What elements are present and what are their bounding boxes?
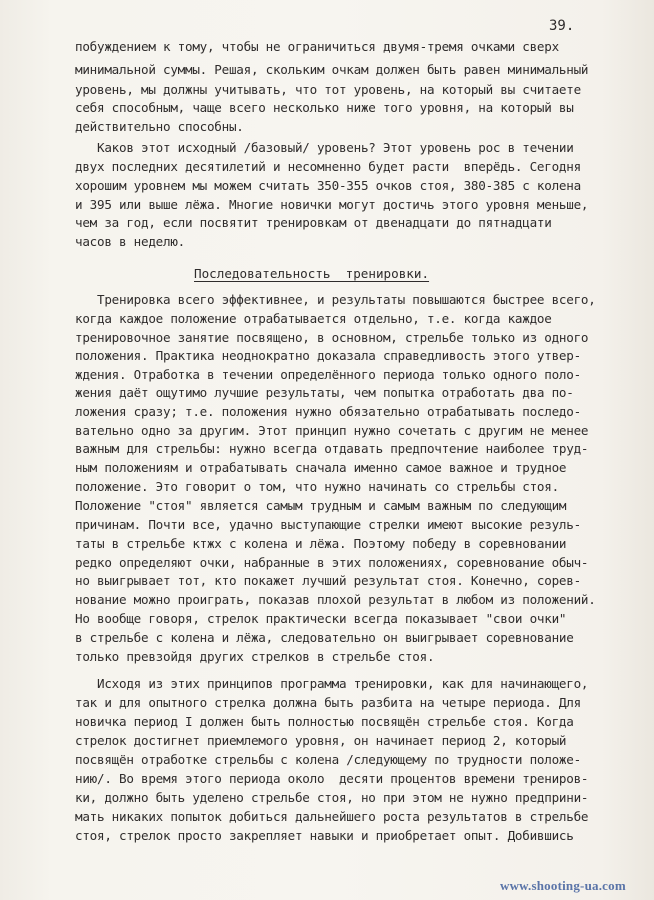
text-line: себя способным, чаще всего несколько ниже того уровня, на который вы <box>75 100 574 115</box>
site-watermark: www.shooting-ua.com <box>500 878 626 893</box>
text-line: новичка период I должен быть полностью посвящён стрельбе стоя. Когда <box>75 714 574 729</box>
text-line: и 395 или выше лёжа. Многие новички могут достичь этого уровня меньше, <box>75 197 589 212</box>
text-line: уровень, мы должны учитывать, что тот уровень, на который вы считаете <box>75 82 581 97</box>
text-line: таты в стрельбе ктжх с колена и лёжа. Поэтому победу в соревновании <box>75 536 567 551</box>
text-line: побуждением к тому, чтобы не ограничиться двумя-тремя очками сверх <box>75 39 559 54</box>
text-line: Положение "стоя" является самым трудным и самым важным по следующим <box>75 498 567 513</box>
text-line: посвящён отработке стрельбы с колена /следующему по трудности положе- <box>75 752 581 767</box>
text-line: жения даёт ощутимо лучшие результаты, чем попытка отработать два по- <box>75 385 574 400</box>
text-line: когда каждое положение отрабатывается отдельно, т.е. когда каждое <box>75 311 552 326</box>
text-line: так и для опытного стрелка должна быть разбита на четыре периода. Для <box>75 695 581 710</box>
text-line: ложения сразу; т.е. положения нужно обязательно отрабатывать последо- <box>75 404 581 419</box>
text-line: только превзойдя других стрелков в стрельбе стоя. <box>75 649 435 664</box>
text-line: чем за год, если посвятит тренировкам от двенадцати до пятнадцати <box>75 215 552 230</box>
text-line: Исходя из этих принципов программа тренировки, как для начинающего, <box>75 676 589 691</box>
text-line: часов в неделю. <box>75 234 185 249</box>
text-line: действительно способны. <box>75 119 244 134</box>
text-line: в стрельбе с колена и лёжа, следовательно он выигрывает соревнование <box>75 630 574 645</box>
text-line: редко определяют очки, набранные в этих положениях, соревнование обыч- <box>75 555 589 570</box>
text-line: Но вообще говоря, стрелок практически всегда показывает "свои очки" <box>75 611 567 626</box>
text-line: ным положениям и отрабатывать сначала именно самое важное и трудное <box>75 460 567 475</box>
text-line: причинам. Почти все, удачно выступающие стрелки имеют высокие резуль- <box>75 517 581 532</box>
section-heading: Последовательность тренировки. <box>194 266 430 281</box>
text-line: положение. Это говорит о том, что нужно начинать со стрельбы стоя. <box>75 479 559 494</box>
page-number: 39. <box>549 18 575 34</box>
text-line: нию/. Во время этого периода около десяти процентов времени трениров- <box>75 771 589 786</box>
text-line: важным для стрельбы: нужно всегда отдавать предпочтение наиболее труд- <box>75 441 589 456</box>
text-line: тренировочное занятие посвящено, в основном, стрельбе только из одного <box>75 330 589 345</box>
text-line: стрелок достигнет приемлемого уровня, он начинает период 2, который <box>75 733 567 748</box>
text-line: хорошим уровнем мы можем считать 350-355 очков стоя, 380-385 с колена <box>75 178 581 193</box>
text-line: стоя, стрелок просто закрепляет навыки и приобретает опыт. Добившись <box>75 828 574 843</box>
text-line: ждения. Отработка в течении определённого периода только одного поло- <box>75 367 581 382</box>
text-line: вательно одно за другим. Этот принцип нужно сочетать с другим не менее <box>75 423 589 438</box>
text-line: ки, должно быть уделено стрельбе стоя, но при этом не нужно предприни- <box>75 790 589 805</box>
text-line: Тренировка всего эффективнее, и результаты повышаются быстрее всего, <box>75 292 596 307</box>
text-line: нование можно проиграть, показав плохой результат в любом из положений. <box>75 592 596 607</box>
text-line: двух последних десятилетий и несомненно будет расти вперёдь. Сегодня <box>75 159 581 174</box>
text-line: положения. Практика неоднократно доказала справедливость этого утвер- <box>75 348 581 363</box>
text-line: но выигрывает тот, кто покажет лучший результат стоя. Конечно, сорев- <box>75 573 581 588</box>
text-line: Каков этот исходный /базовый/ уровень? Этот уровень рос в течении <box>75 140 574 155</box>
text-line: мать никаких попыток добиться дальнейшего роста результатов в стрельбе <box>75 809 589 824</box>
text-line: минимальной суммы. Решая, скольким очкам должен быть равен минимальный <box>75 62 589 77</box>
